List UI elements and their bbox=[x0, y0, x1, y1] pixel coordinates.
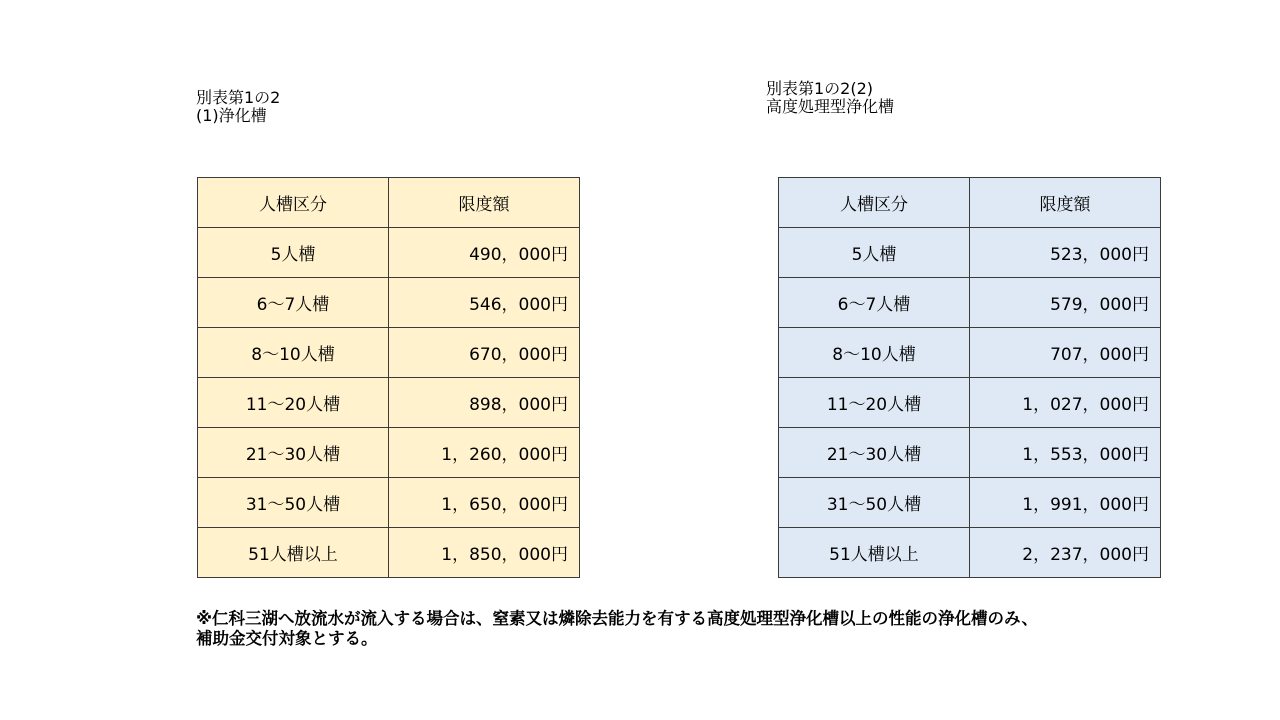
table-row bbox=[779, 328, 1161, 378]
cell-category: 6～7人槽 bbox=[198, 278, 389, 328]
cell-category: 31～50人槽 bbox=[198, 478, 389, 528]
cell-category: 8～10人槽 bbox=[198, 328, 389, 378]
table-row bbox=[779, 428, 1161, 478]
left-limit-table bbox=[197, 177, 580, 578]
left-table-title bbox=[196, 89, 280, 125]
cell-category: 5人槽 bbox=[198, 228, 389, 278]
table-row bbox=[779, 228, 1161, 278]
cell-amount: 490，000円 bbox=[389, 228, 580, 278]
right-title-line1: 別表第1の2(2) bbox=[766, 79, 874, 98]
left-title-line1: 別表第1の2 bbox=[196, 88, 281, 107]
footnote-line2: 補助金交付対象とする。 bbox=[196, 629, 378, 648]
cell-category: 6～7人槽 bbox=[779, 278, 970, 328]
cell-amount: 1，027，000円 bbox=[970, 378, 1161, 428]
table-row bbox=[779, 278, 1161, 328]
table-row bbox=[779, 528, 1161, 578]
table-row bbox=[779, 378, 1161, 428]
table-header-row bbox=[779, 178, 1161, 228]
cell-amount: 1，650，000円 bbox=[389, 478, 580, 528]
cell-amount: 1，553，000円 bbox=[970, 428, 1161, 478]
header-amount: 限度額 bbox=[970, 178, 1161, 228]
left-title-line2: (1)浄化槽 bbox=[196, 106, 267, 125]
cell-category: 11～20人槽 bbox=[198, 378, 389, 428]
cell-category: 5人槽 bbox=[779, 228, 970, 278]
cell-amount: 707，000円 bbox=[970, 328, 1161, 378]
header-category: 人槽区分 bbox=[198, 178, 389, 228]
cell-category: 51人槽以上 bbox=[779, 528, 970, 578]
cell-category: 31～50人槽 bbox=[779, 478, 970, 528]
header-category: 人槽区分 bbox=[779, 178, 970, 228]
cell-category: 8～10人槽 bbox=[779, 328, 970, 378]
table-row bbox=[198, 478, 580, 528]
table-row bbox=[779, 478, 1161, 528]
cell-category: 11～20人槽 bbox=[779, 378, 970, 428]
cell-amount: 2，237，000円 bbox=[970, 528, 1161, 578]
cell-amount: 579，000円 bbox=[970, 278, 1161, 328]
cell-category: 21～30人槽 bbox=[779, 428, 970, 478]
cell-category: 21～30人槽 bbox=[198, 428, 389, 478]
table-row bbox=[198, 428, 580, 478]
cell-amount: 1，850，000円 bbox=[389, 528, 580, 578]
cell-amount: 670，000円 bbox=[389, 328, 580, 378]
cell-amount: 898，000円 bbox=[389, 378, 580, 428]
cell-amount: 546，000円 bbox=[389, 278, 580, 328]
footnote bbox=[196, 609, 1038, 649]
table-row bbox=[198, 378, 580, 428]
right-table-title bbox=[766, 80, 894, 116]
table-row bbox=[198, 328, 580, 378]
table-row bbox=[198, 528, 580, 578]
cell-amount: 523，000円 bbox=[970, 228, 1161, 278]
table-row bbox=[198, 228, 580, 278]
right-title-line2: 高度処理型浄化槽 bbox=[766, 97, 895, 116]
header-amount: 限度額 bbox=[389, 178, 580, 228]
cell-amount: 1，260，000円 bbox=[389, 428, 580, 478]
footnote-line1: ※仁科三湖へ放流水が流入する場合は、窒素又は燐除去能力を有する高度処理型浄化槽以上の性能の浄化槽のみ、 bbox=[196, 609, 1039, 628]
cell-amount: 1，991，000円 bbox=[970, 478, 1161, 528]
cell-category: 51人槽以上 bbox=[198, 528, 389, 578]
table-header-row bbox=[198, 178, 580, 228]
right-limit-table bbox=[778, 177, 1161, 578]
table-row bbox=[198, 278, 580, 328]
